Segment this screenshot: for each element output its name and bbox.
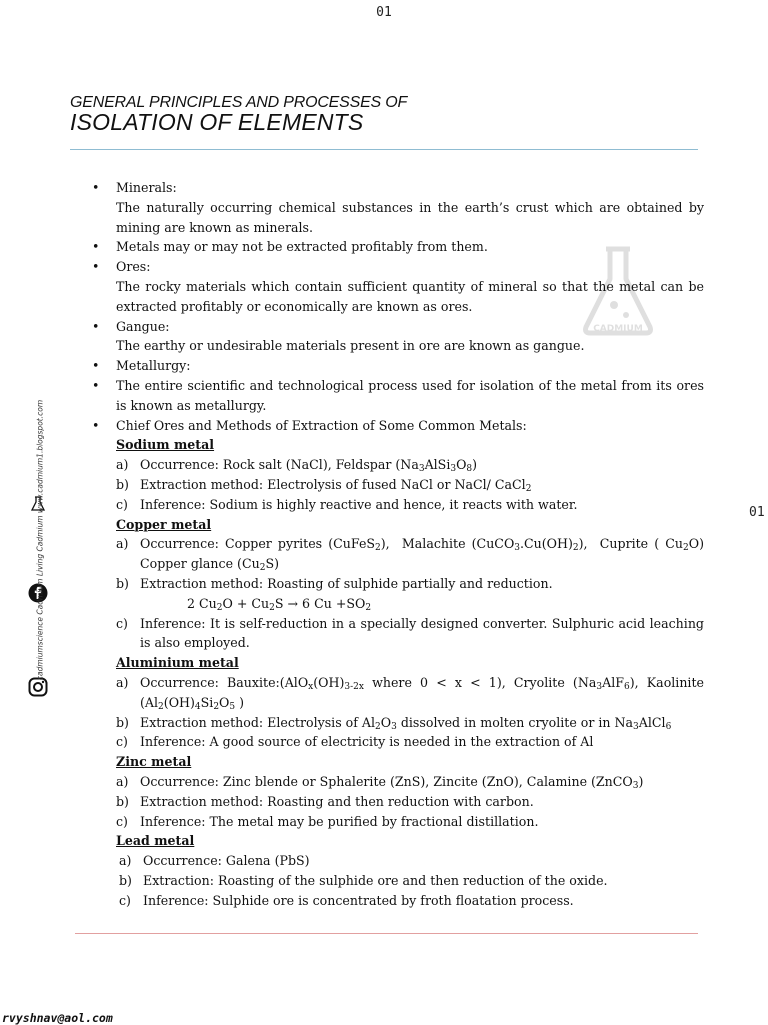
zinc-extraction: b) Extraction method: Roasting and then reduction with carbon. [116,793,534,809]
bullet-gangue [92,317,704,357]
sodium-extraction: b) Extraction method: Electrolysis of fused NaCl or NaCl/ CaCl$_2$ [116,476,532,494]
lead-occurrence: a) Occurrence: Galena (PbS) [119,853,310,869]
sodium-heading: Sodium metal [116,437,215,453]
ores-label: Ores: [116,259,151,275]
gangue-definition: The earthy or undesirable materials present in ore are known as gangue. [116,338,585,354]
aluminium-inference: c) Inference: A good source of electricity is needed in the extraction of Al [116,734,594,750]
document-header [70,94,407,136]
footer-rule [75,933,698,934]
bullet-metals-note [92,237,704,257]
sodium-inference: c) Inference: Sodium is highly reactive and hence, it reacts with water. [116,496,578,512]
bullet-chief-ores [92,416,704,436]
header-title: ISOLATION OF ELEMENTS [70,109,364,135]
zinc-occurrence: a) Occurrence: Zinc blende or Sphalerite (ZnS), Zincite (ZnO), Calamine (ZnCO$_3$) [116,773,644,791]
main-content [92,178,704,910]
metals-note-text: Metals may or may not be extracted profitably from them. [116,239,488,255]
bullet-icon: • [92,417,100,433]
copper-heading: Copper metal [116,516,212,532]
ores-definition: The rocky materials which contain sufficient quantity of mineral so that the metal can be extracted profitably or economically are known as ores. [116,278,704,314]
sodium-occurrence: a) Occurrence: Rock salt (NaCl), Feldspar $(Na_3AlSi_3O_8)$ [116,457,478,475]
bullet-icon: • [92,318,100,334]
copper-equation: 2 $Cu_2O + Cu_2S \to 6$ $Cu +SO_2$ [187,595,372,613]
metallurgy-label: Metallurgy: [116,358,191,374]
aluminium-occurrence: a) Occurrence: $Bauxite:(AlO_x(OH)_{3-2x}$ where 0 < x < 1), Cryolite $(Na_3AlF_6)$, Kaolinite ($Al_2(OH)_4Si_2O_5$ ) [116,674,704,712]
bullet-icon: • [92,239,100,255]
side-branding-text: cadmiumscience Cadmium Living Cadmium www.cadmium1.blogspot.com [35,399,45,681]
bullet-icon: • [92,180,100,195]
page-number-top: 01 [376,5,392,20]
bullet-metallurgy [92,356,704,376]
aluminium-extraction: b) Extraction method: Electrolysis of $Al_2O_3$ dissolved in molten cryolite or in $Na_3AlCl_6$ [116,714,672,732]
header-rule [70,149,698,150]
minerals-label: Minerals: [116,180,177,195]
minerals-definition: The naturally occurring chemical substances in the earth’s crust which are obtained by mining are known as minerals. [116,199,704,235]
bullet-metallurgy-def [92,376,704,416]
copper-extraction: b) Extraction method: Roasting of sulphide partially and reduction. [116,575,553,591]
page-number-side: 01 [749,505,765,520]
bullet-ores [92,257,704,316]
metallurgy-definition: The entire scientific and technological process used for isolation of the metal from its ores is known as metallurgy. [116,377,704,413]
lead-extraction: b) Extraction: Roasting of the sulphide ore and then reduction of the oxide. [119,872,608,888]
bullet-minerals [92,178,704,237]
bullet-icon: • [92,358,100,374]
watermark-text: CADMIUM [593,324,643,334]
lead-heading: Lead metal [116,833,195,849]
zinc-inference: c) Inference: The metal may be purified by fractional distillation. [116,813,539,829]
footer-email: rvyshnav@aol.com [2,1011,113,1025]
gangue-label: Gangue: [116,318,170,334]
header-subtitle: GENERAL PRINCIPLES AND PROCESSES OF [70,94,408,111]
zinc-heading: Zinc metal [116,754,192,770]
lead-inference: c) Inference: Sulphide ore is concentrated by froth floatation process. [119,892,574,908]
bullet-icon: • [92,377,100,393]
copper-occurrence: a) Occurrence: Copper pyrites (CuFeS$_2$), Malachite $(CuCO_3.Cu(OH)_2)$, Cuprite ( $Cu_2O$) Copper glance $(Cu_2S)$ [116,536,704,574]
bullet-icon: • [92,259,100,275]
chief-ores-text: Chief Ores and Methods of Extraction of Some Common Metals: [116,417,527,433]
copper-inference: c) Inference: It is self-reduction in a specially designed converter. Sulphuric acid leaching is also employed. [116,615,704,651]
aluminium-heading: Aluminium metal [116,655,239,671]
